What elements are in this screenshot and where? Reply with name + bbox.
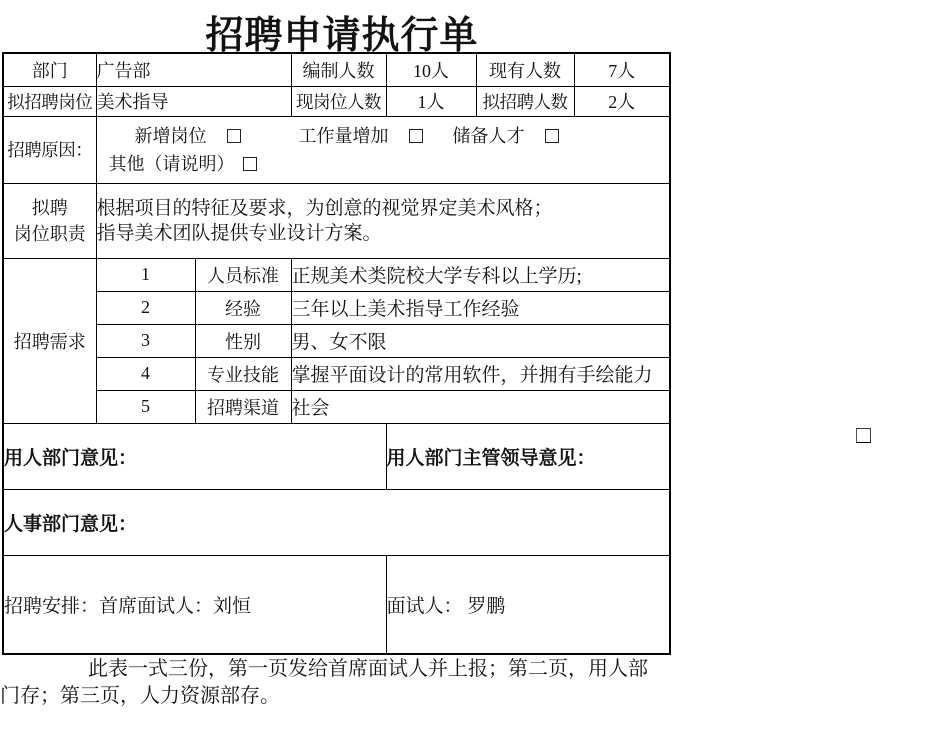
duties-text-line1: 根据项目的特征及要求，为创意的视觉界定美术风格； [96, 197, 553, 219]
requirement-description: 三年以上美术指导工作经验 [291, 291, 670, 324]
footer-line2: 门存；第三页，人力资源部存。 [0, 685, 280, 707]
requirement-category: 性别 [195, 324, 291, 357]
position-label: 拟招聘岗位 [3, 86, 96, 116]
planned-headcount-value: 2人 [574, 86, 670, 116]
requirement-no: 5 [96, 390, 195, 423]
form-title: 招聘申请执行单 [205, 15, 479, 57]
recruitment-form-table [2, 52, 671, 655]
requirement-no: 1 [96, 258, 195, 291]
reason-option-new-position-label: 新增岗位 [134, 125, 207, 146]
requirement-no: 2 [96, 291, 195, 324]
requirement-description: 社会 [291, 390, 670, 423]
staffing-value: 10人 [386, 53, 476, 86]
current-position-label: 现岗位人数 [291, 86, 386, 116]
requirement-row [3, 390, 670, 423]
current-headcount-value: 7人 [574, 53, 670, 86]
arrangement-chief-interviewer: 招聘安排：首席面试人：刘恒 [3, 555, 386, 654]
opinion-row [3, 423, 670, 489]
reason-line-1 [97, 122, 670, 150]
reason-option-talent-reserve-label: 储备人才 [452, 125, 525, 146]
checkbox-talent-reserve[interactable] [545, 129, 559, 143]
floating-checkbox[interactable] [856, 428, 871, 443]
footer-note [0, 656, 690, 710]
requirement-no: 3 [96, 324, 195, 357]
hr-opinion-row [3, 489, 670, 555]
duties-text-line2: 指导美术团队提供专业设计方案。 [96, 222, 382, 244]
dept-opinion-label: 用人部门意见： [3, 423, 386, 489]
requirement-row [3, 357, 670, 390]
requirement-row [3, 324, 670, 357]
staffing-label: 编制人数 [291, 53, 386, 86]
duties-label-line1: 拟聘 [31, 197, 68, 218]
duties-label [3, 183, 96, 258]
requirement-description: 正规美术类院校大学专科以上学历; [291, 258, 670, 291]
requirement-no: 4 [96, 357, 195, 390]
requirement-category: 经验 [195, 291, 291, 324]
dept-label: 部门 [3, 53, 96, 86]
checkbox-workload[interactable] [409, 129, 423, 143]
hr-opinion-label: 人事部门意见： [3, 489, 670, 555]
requirement-row [3, 291, 670, 324]
table-row [3, 53, 670, 86]
planned-headcount-label: 拟招聘人数 [476, 86, 574, 116]
duties-label-line2: 岗位职责 [13, 223, 86, 244]
reason-label: 招聘原因： [3, 116, 96, 183]
reason-line-2 [97, 150, 670, 178]
requirement-description: 掌握平面设计的常用软件，并拥有手绘能力 [291, 357, 670, 390]
current-position-value: 1人 [386, 86, 476, 116]
position-value: 美术指导 [96, 86, 291, 116]
requirement-description: 男、女不限 [291, 324, 670, 357]
reason-row [3, 116, 670, 183]
requirement-category: 人员标准 [195, 258, 291, 291]
duties-text-cell [96, 183, 670, 258]
current-headcount-label: 现有人数 [476, 53, 574, 86]
requirements-label: 招聘需求 [3, 258, 96, 423]
duties-row [3, 183, 670, 258]
leader-opinion-label: 用人部门主管领导意见： [386, 423, 670, 489]
requirement-row [3, 258, 670, 291]
table-row [3, 86, 670, 116]
arrangement-row [3, 555, 670, 654]
reason-options-cell [96, 116, 670, 183]
reason-option-other-label: 其他（请说明） [108, 153, 235, 174]
footer-line1: 此表一式三份，第一页发给首席面试人并上报；第二页，用人部 [88, 658, 648, 680]
dept-value: 广告部 [96, 53, 291, 86]
checkbox-other[interactable] [243, 157, 257, 171]
checkbox-new-position[interactable] [227, 129, 241, 143]
requirement-category: 专业技能 [195, 357, 291, 390]
reason-option-workload-label: 工作量增加 [298, 125, 389, 146]
requirement-category: 招聘渠道 [195, 390, 291, 423]
arrangement-interviewer: 面试人： 罗鹏 [386, 555, 670, 654]
